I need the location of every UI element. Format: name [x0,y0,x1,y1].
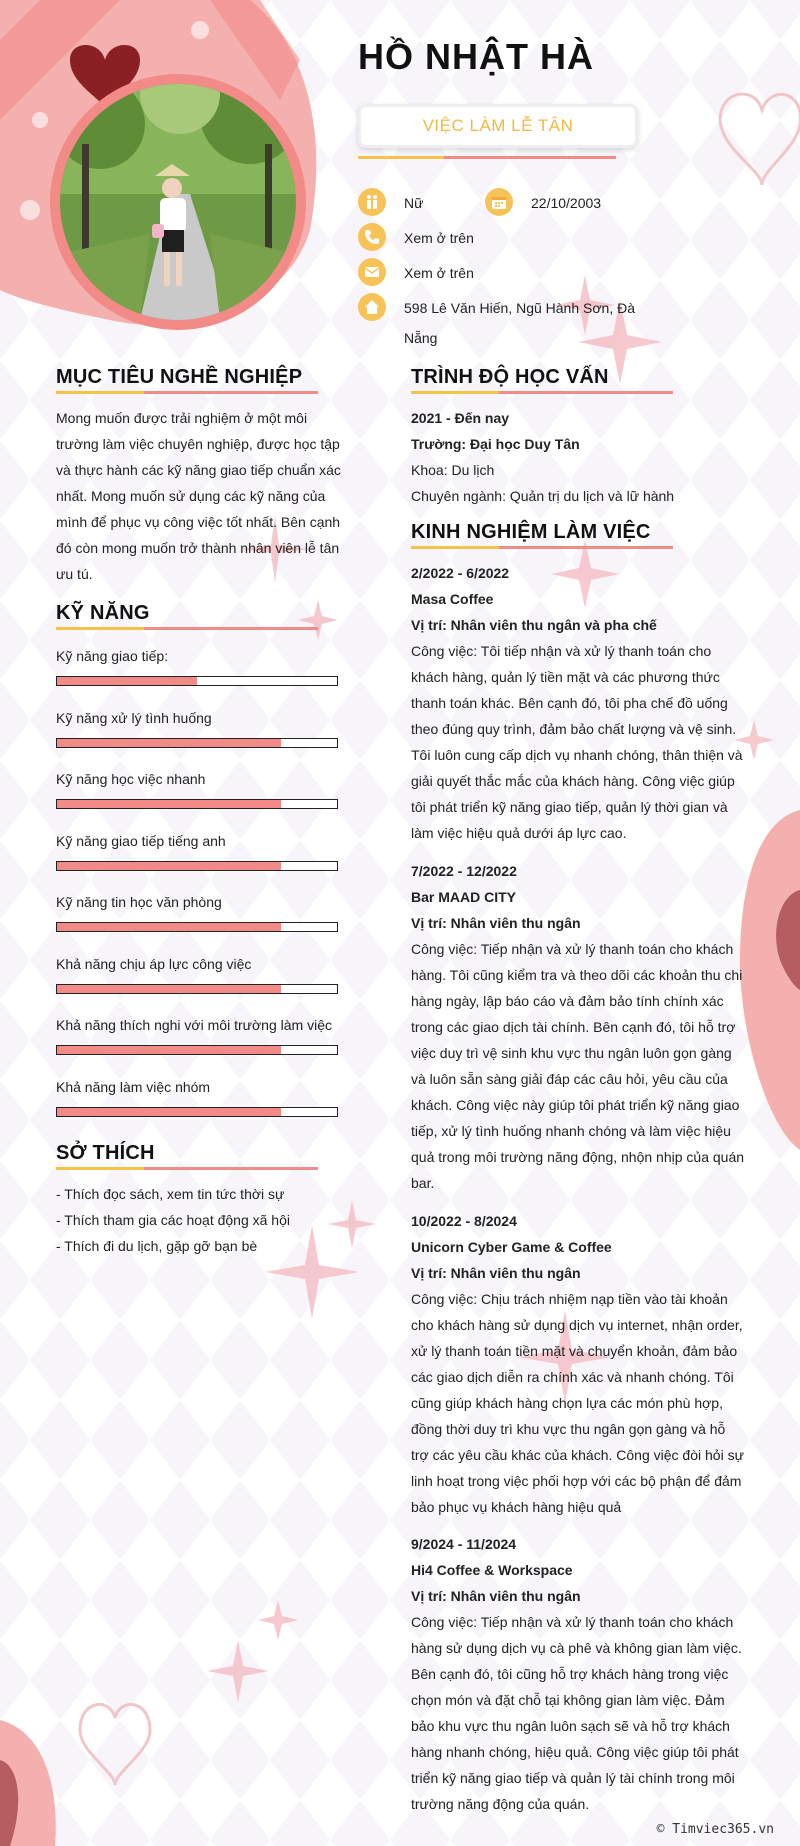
hobby-item: - Thích đi du lịch, gặp gỡ bạn bè [56,1238,258,1254]
skill-label: Khả năng thích nghi với môi trường làm việc [56,1017,332,1033]
experience-underline [411,546,673,549]
skill-progress-fill [57,677,197,685]
skill-progress-bar [56,861,338,871]
experience-description: Công việc: Tôi tiếp nhận và xử lý thanh toán cho khách hàng, quản lý tiền mặt và các phương thức thanh toán khác. Bên cạnh đó, tôi pha chế đồ uống theo đúng quy trình, đảm bảo chất lượng và vệ sinh. Tôi luôn cung cấp dịch vụ nhanh chóng, thân thiện và giải quyết thắc mắc của khách hàng. Công việc giúp tôi phát triển kỹ năng giao tiếp, quản lý thời gian và làm việc hiệu quả dưới áp lực cao. [411,643,743,841]
education-period: 2021 - Đến nay [411,410,510,426]
skill-progress-bar [56,1045,338,1055]
skill-progress-fill [57,862,281,870]
experience-period: 7/2022 - 12/2022 [411,863,517,879]
info-birthdate [485,188,601,218]
experience-company: Bar MAAD CITY [411,889,517,905]
calendar-icon [485,188,513,216]
skill-label: Kỹ năng xử lý tình huống [56,709,212,726]
skill-label: Kỹ năng học việc nhanh [56,771,206,787]
home-icon [358,293,386,321]
skill-progress-fill [57,1046,281,1054]
info-phone [358,223,474,253]
skill-progress-fill [57,923,281,931]
experience-heading: KINH NGHIỆM LÀM VIỆC [411,521,651,543]
experience-period: 2/2022 - 6/2022 [411,565,510,581]
experience-company: Masa Coffee [411,591,494,607]
skills-heading: KỸ NĂNG [56,602,150,624]
experience-position: Vị trí: Nhân viên thu ngân [411,1588,581,1604]
education-underline [411,391,673,394]
experience-description: Công việc: Tiếp nhận và xử lý thanh toán cho khách hàng sử dụng dịch vụ cà phê và không gian làm việc. Bên cạnh đó, tôi cũng hỗ trợ khách hàng trong việc chọn món và đặt chỗ tại không gian làm việc. Đảm bảo khu vực thu ngân luôn sạch sẽ và hỗ trợ khách hàng nhanh chóng, hiệu quả. Công việc giúp tôi phát triển kỹ năng giao tiếp và quản lý tài chính trong môi trường năng động của quán. [411,1614,742,1812]
hobbies-list [56,1181,346,1259]
education-heading: TRÌNH ĐỘ HỌC VẤN [411,366,609,388]
info-address [358,293,648,353]
skills-underline [56,627,318,630]
avatar [60,84,296,320]
experience-period: 10/2022 - 8/2024 [411,1213,517,1229]
skill-progress-bar [56,676,338,686]
skill-label: Kỹ năng giao tiếp: [56,648,169,664]
skill-label: Kỹ năng tin học văn phòng [56,894,222,910]
experience-item [411,1531,746,1817]
experience-position: Vị trí: Nhân viên thu ngân [411,1265,581,1281]
phone-value: Xem ở trên [404,230,474,246]
experience-company: Unicorn Cyber Game & Coffee [411,1239,612,1255]
skill-progress-fill [57,985,281,993]
education-faculty: Khoa: Du lịch [411,462,495,478]
email-icon [358,258,386,286]
experience-item [411,858,746,1196]
education-major: Chuyên ngành: Quản trị du lịch và lữ hành [411,488,675,504]
experience-position: Vị trí: Nhân viên thu ngân và pha chế [411,617,657,633]
birthdate-value: 22/10/2003 [531,195,602,211]
experience-position: Vị trí: Nhân viên thu ngân [411,915,581,931]
skill-progress-fill [57,800,281,808]
candidate-name: HỒ NHẬT HÀ [358,36,594,77]
phone-icon [358,223,386,251]
skill-progress-fill [57,739,281,747]
experience-description: Công việc: Tiếp nhận và xử lý thanh toán cho khách hàng. Tôi cũng kiểm tra và theo dõi các khoản thu chi hàng ngày, lập báo cáo và đảm bảo tính chính xác trong các giao dịch tài chính. Bên cạnh đó, tôi hỗ trợ việc duy trì vệ sinh khu vực thu ngân luôn gọn gàng và luôn sẵn sàng giải đáp các câu hỏi, yêu cầu của khách. Công việc này giúp tôi phát triển kỹ năng giao tiếp, xử lý tình huống nhanh chóng và làm việc hiệu quả trong môi trường năng động, nhộn nhịp của quán bar. [411,941,745,1191]
skill-label: Khả năng làm việc nhóm [56,1078,211,1095]
skill-progress-fill [57,1108,281,1116]
skill-progress-bar [56,799,338,809]
skill-label: Kỹ năng giao tiếp tiếng anh [56,832,226,849]
education-school: Trường: Đại học Duy Tân [411,436,580,452]
skill-progress-bar [56,1107,338,1117]
objective-heading: MỤC TIÊU NGHỀ NGHIỆP [56,366,303,388]
hobbies-heading: SỞ THÍCH [56,1142,155,1164]
objective-text: Mong muốn được trải nghiệm ở một môi trường làm việc chuyên nghiệp, được học tập và thực hành các kỹ năng giao tiếp chuẩn xác nhất. Mong muốn sử dụng các kỹ năng của mình để phục vụ công việc tốt nhất. Bên cạnh đó còn mong muốn trở thành nhân viên lễ tân ưu tú. [56,410,341,582]
hobby-item: - Thích đọc sách, xem tin tức thời sự [56,1186,285,1202]
hobbies-underline [56,1167,318,1170]
experience-description: Công việc: Chịu trách nhiệm nạp tiền vào tài khoản cho khách hàng sử dụng dịch vụ internet, nhận order, xử lý thanh toán tiền mặt và chuyển khoản, đảm bảo các giao dịch diễn ra chính xác và nhanh chóng. Tôi cũng giúp khách hàng chọn lựa các món phù hợp, đồng thời duy trì khu vực thu ngân gọn gàng và hỗ trợ các yêu cầu khác của khách. Công việc đòi hỏi sự linh hoạt trong việc phối hợp với các bộ phận để đảm bảo phục vụ khách hàng hiệu quả [411,1291,744,1515]
gender-icon [358,188,386,216]
gender-value: Nữ [404,195,424,211]
address-value: 598 Lê Văn Hiến, Ngũ Hành Sơn, Đà Nẵng [404,300,635,346]
experience-item [411,560,746,846]
info-gender [358,188,423,218]
experience-company: Hi4 Coffee & Workspace [411,1562,573,1578]
job-title-box: VIỆC LÀM LỄ TÂN [358,104,638,148]
title-underline [358,156,616,159]
education-block [411,405,751,509]
skill-label: Khả năng chịu áp lực công việc [56,955,252,972]
experience-period: 9/2024 - 11/2024 [411,1536,517,1552]
footer-copyright: © Timviec365.vn [656,1822,774,1837]
info-email [358,258,474,288]
skill-progress-bar [56,738,338,748]
experience-item [411,1208,746,1520]
hobby-item: - Thích tham gia các hoạt động xã hội [56,1212,290,1228]
skill-progress-bar [56,922,338,932]
objective-underline [56,391,318,394]
email-value: Xem ở trên [404,265,474,281]
skill-progress-bar [56,984,338,994]
